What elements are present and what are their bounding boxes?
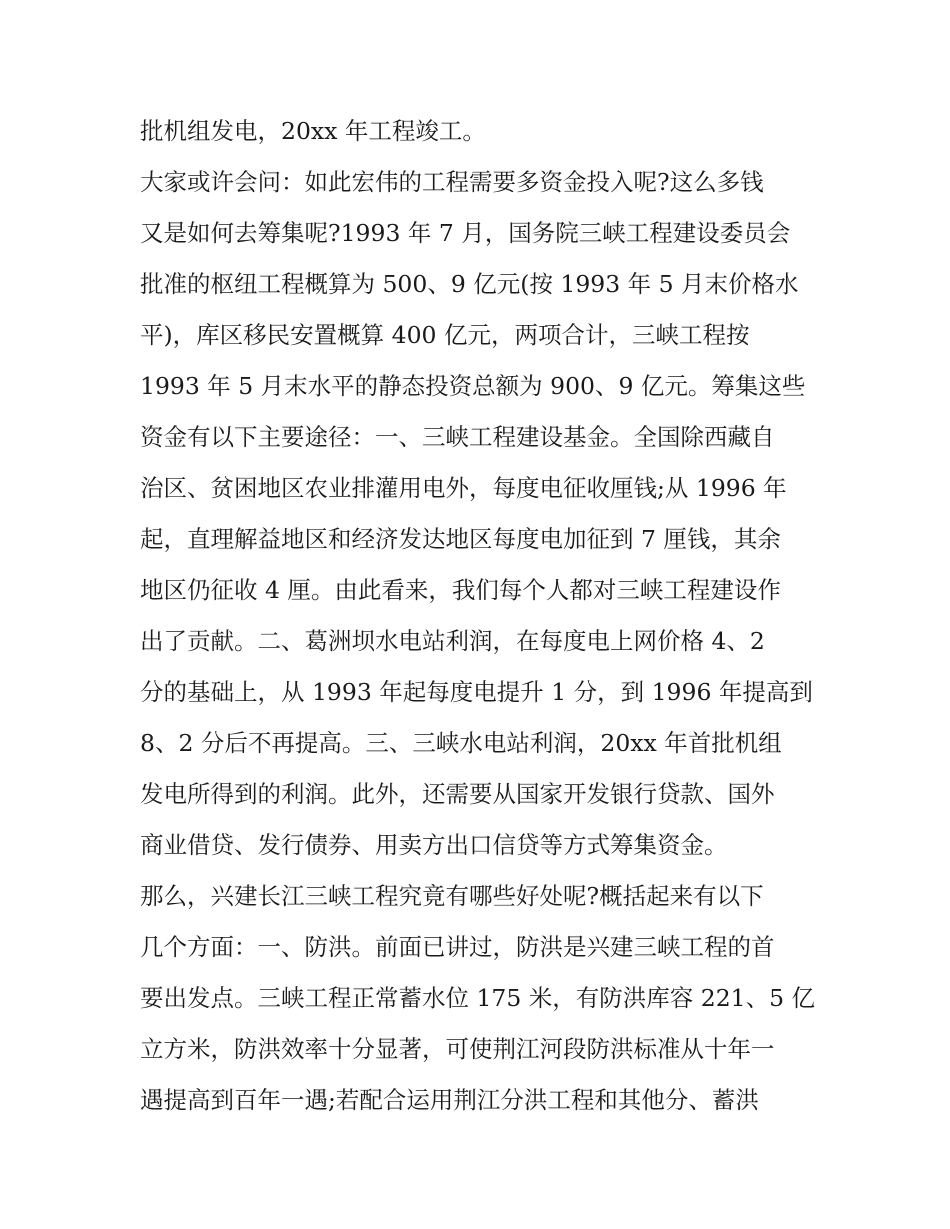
- text-line-8: 治区、贫困地区农业排灌用电外，每度电征收厘钱;从 1996 年: [140, 474, 787, 502]
- text-line-20: 遇提高到百年一遇;若配合运用荆江分洪工程和其他分、蓄洪: [140, 1086, 759, 1114]
- text-line-7: 资金有以下主要途径：一、三峡工程建设基金。全国除西藏自: [140, 423, 775, 451]
- text-line-10: 地区仍征收 4 厘。由此看来，我们每个人都对三峡工程建设作: [140, 576, 781, 604]
- text-line-1: 批机组发电，20xx 年工程竣工。: [140, 117, 486, 145]
- text-line-9: 起，直理解益地区和经济发达地区每度电加征到 7 厘钱，其余: [140, 525, 781, 553]
- text-line-18: 要出发点。三峡工程正常蓄水位 175 米，有防洪库容 221、5 亿: [140, 984, 816, 1012]
- text-line-12: 分的基础上，从 1993 年起每度电提升 1 分，到 1996 年提高到: [140, 678, 813, 706]
- body-text: [140, 106, 820, 1126]
- text-line-3: 又是如何去筹集呢?1993 年 7 月，国务院三峡工程建设委员会: [140, 219, 791, 247]
- text-line-6: 1993 年 5 月末水平的静态投资总额为 900、9 亿元。筹集这些: [140, 372, 806, 400]
- text-line-4: 批准的枢纽工程概算为 500、9 亿元(按 1993 年 5 月末价格水: [140, 270, 799, 298]
- text-line-17: 几个方面：一、防洪。前面已讲过，防洪是兴建三峡工程的首: [140, 933, 775, 961]
- text-line-2: 大家或许会问：如此宏伟的工程需要多资金投入呢?这么多钱: [140, 168, 764, 196]
- text-line-19: 立方米，防洪效率十分显著，可使荆江河段防洪标准从十年一: [140, 1035, 775, 1063]
- text-line-16: 那么，兴建长江三峡工程究竟有哪些好处呢?概括起来有以下: [140, 882, 764, 910]
- text-line-15: 商业借贷、发行债券、用卖方出口信贷等方式筹集资金。: [140, 831, 728, 859]
- text-line-11: 出了贡献。二、葛洲坝水电站利润，在每度电上网价格 4、2: [140, 627, 765, 655]
- text-line-13: 8、2 分后不再提高。三、三峡水电站利润，20xx 年首批机组: [140, 729, 782, 757]
- text-line-5: 平)，库区移民安置概算 400 亿元，两项合计，三峡工程按: [140, 321, 750, 349]
- text-line-14: 发电所得到的利润。此外，还需要从国家开发银行贷款、国外: [140, 780, 775, 808]
